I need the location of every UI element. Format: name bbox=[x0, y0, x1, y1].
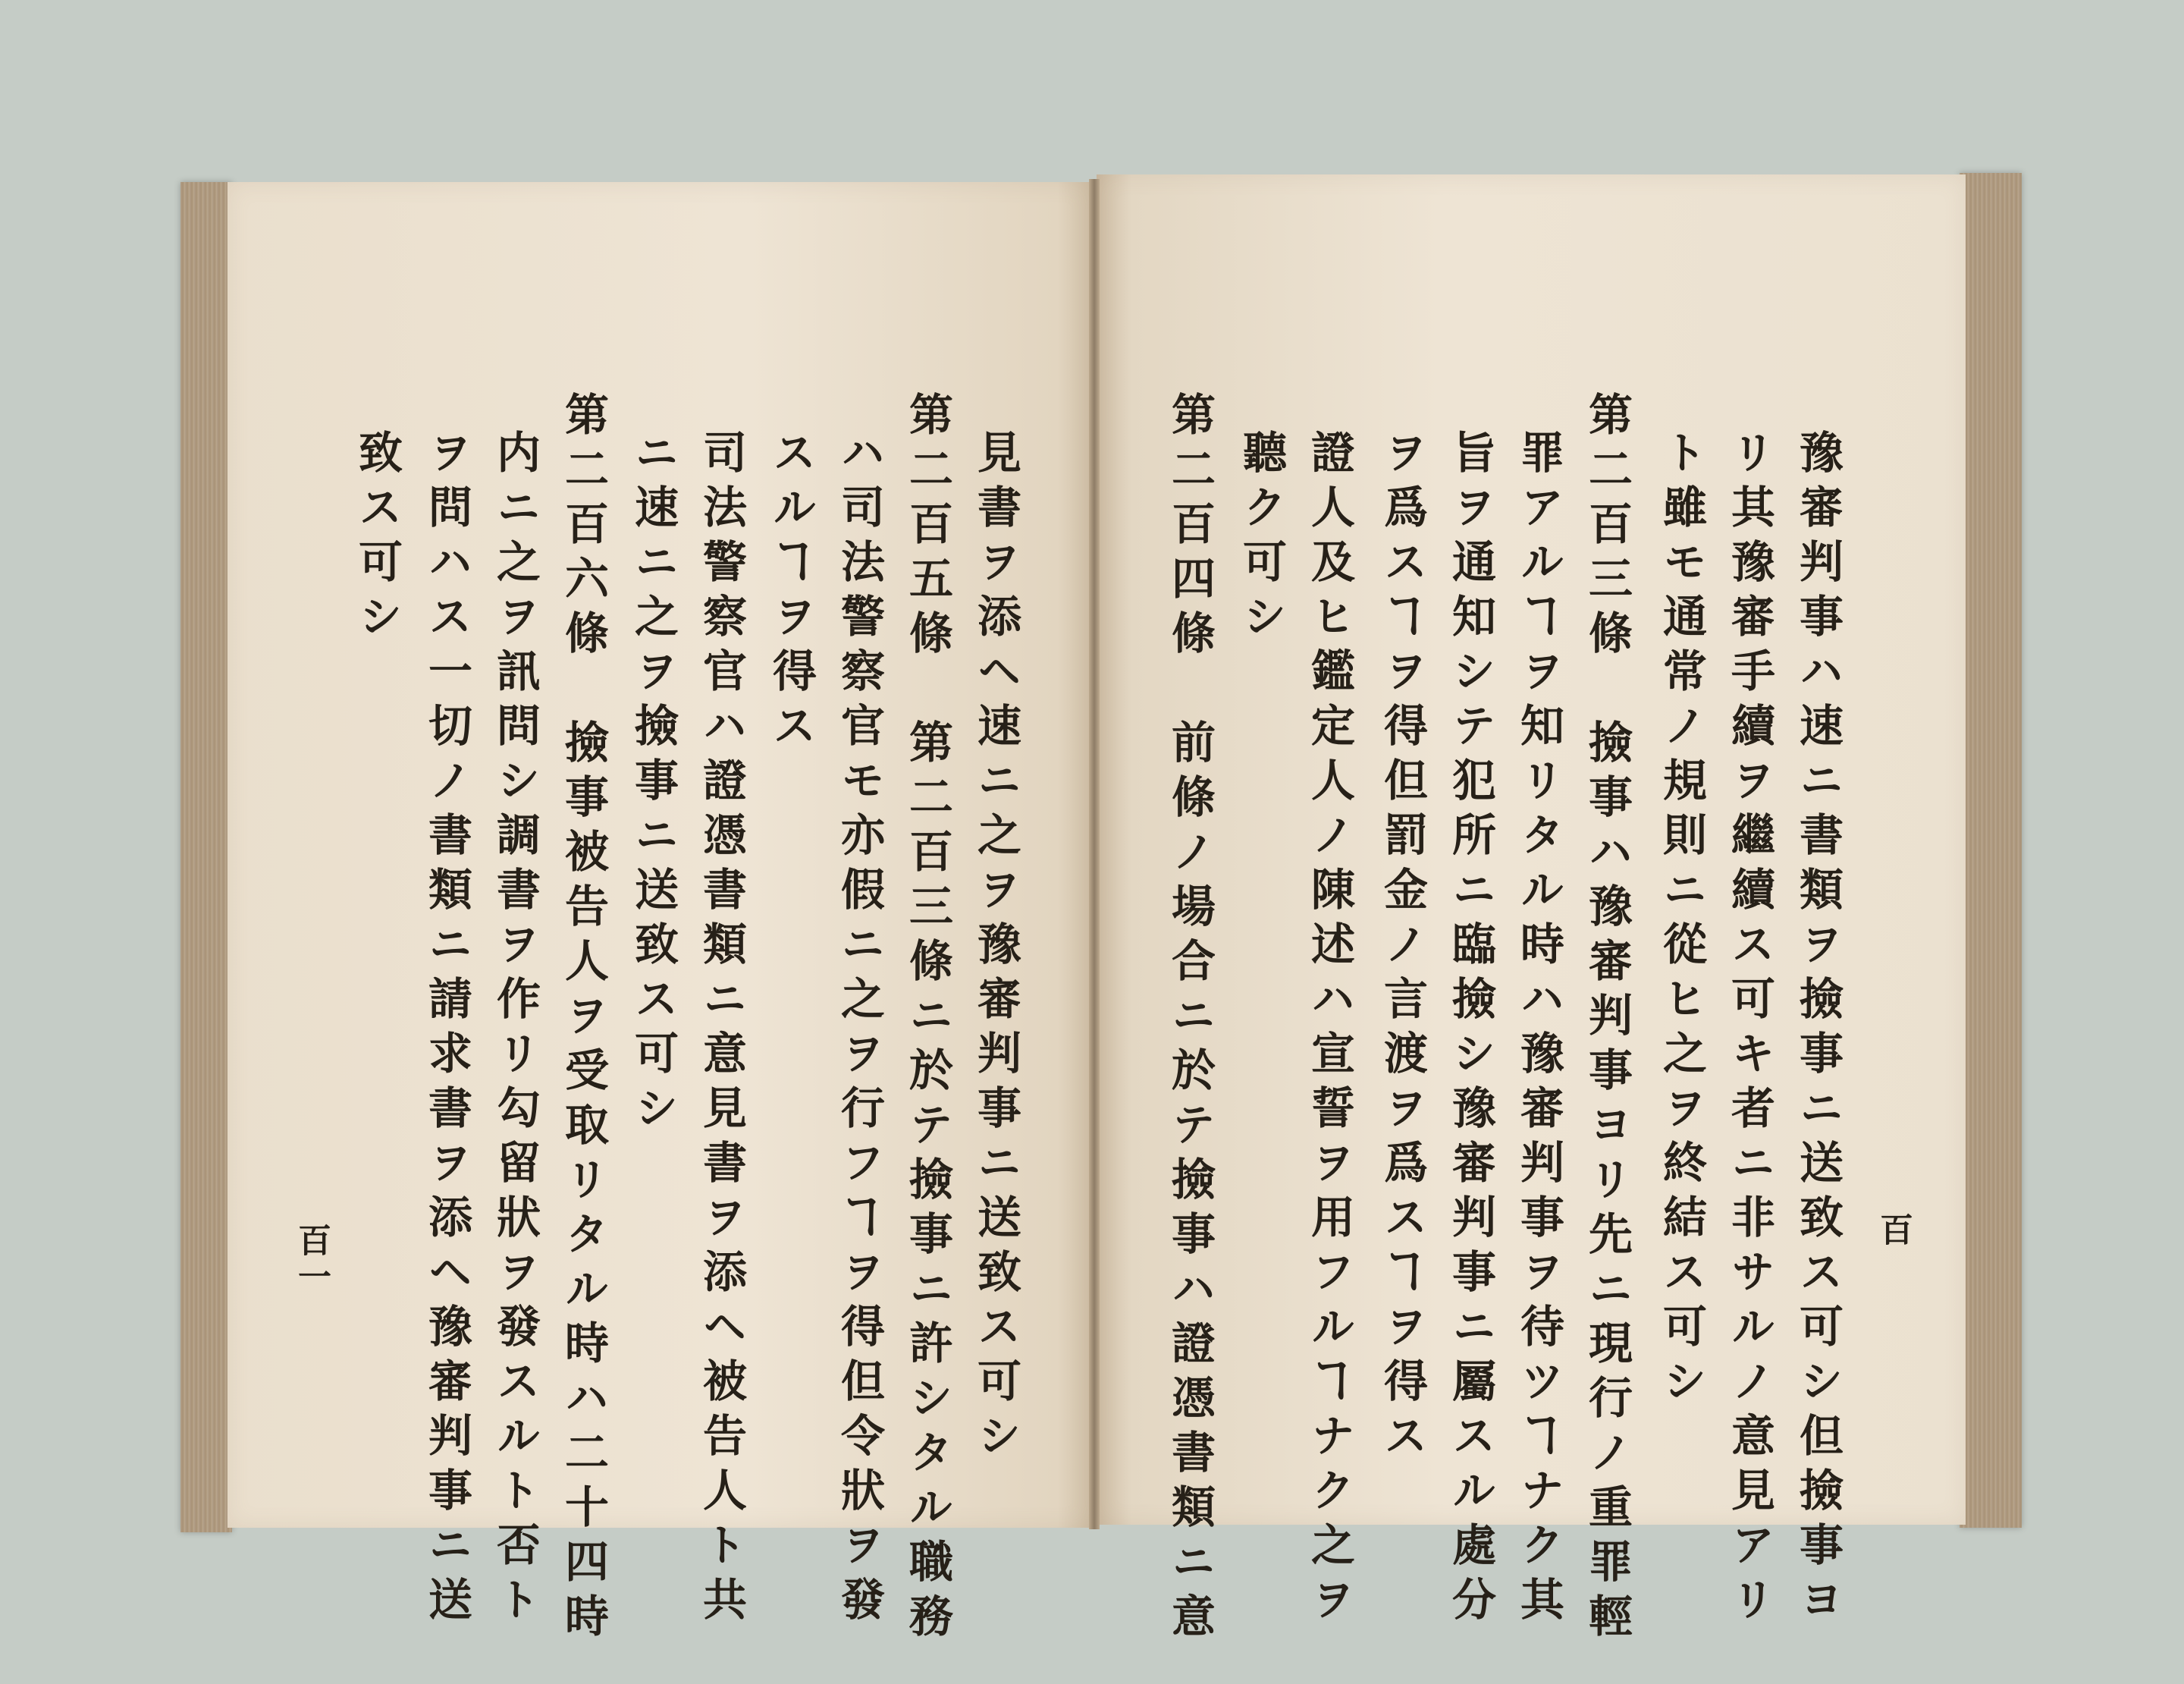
right-col-10: 第二百四條 前條ノ場合ニ於テ撿事ハ證憑書類ニ意 bbox=[1164, 391, 1216, 1648]
left-col-9: ヲ問ハス一切ノ書類ニ請求書ヲ添ヘ豫審判事ニ送 bbox=[421, 429, 472, 1631]
left-col-3: ハ司法警察官モ亦假ニ之ヲ行フヿヲ得但令狀ヲ發 bbox=[833, 429, 885, 1631]
right-col-7: ヲ爲スヿヲ得但罰金ノ言渡ヲ爲スヿヲ得ス bbox=[1376, 429, 1428, 1467]
right-col-1: 豫審判事ハ速ニ書類ヲ撿事ニ送致ス可シ但撿事ヨ bbox=[1792, 429, 1844, 1631]
book-edge-left bbox=[180, 182, 232, 1532]
right-col-6: 旨ヲ通知シテ犯所ニ臨撿シ豫審判事ニ屬スル處分 bbox=[1445, 429, 1496, 1631]
left-col-8: 内ニ之ヲ訊問シ調書ヲ作リ勾留狀ヲ發スルト否ト bbox=[489, 429, 541, 1631]
left-col-4: スルヿヲ得ス bbox=[765, 429, 817, 757]
left-col-1: 見書ヲ添ヘ速ニ之ヲ豫審判事ニ送致ス可シ bbox=[970, 429, 1021, 1467]
right-col-9: 聽ク可シ bbox=[1235, 429, 1287, 648]
right-page-number: 百 bbox=[1874, 1212, 1913, 1249]
right-col-4: 第二百三條 撿事ハ豫審判事ヨリ先ニ現行ノ重罪輕 bbox=[1581, 391, 1633, 1648]
left-col-6: ニ速ニ之ヲ撿事ニ送致ス可シ bbox=[627, 429, 679, 1139]
book-edge-right bbox=[1960, 173, 2022, 1528]
right-col-3: ト雖モ通常ノ規則ニ從ヒ之ヲ終結ス可シ bbox=[1655, 429, 1707, 1412]
left-col-5: 司法警察官ハ證憑書類ニ意見書ヲ添ヘ被告人ト共 bbox=[695, 429, 747, 1631]
left-col-2: 第二百五條 第二百三條ニ於テ撿事ニ許シタル職務 bbox=[902, 391, 953, 1648]
right-col-2: リ其豫審手續ヲ繼續ス可キ者ニ非サルノ意見アリ bbox=[1724, 429, 1775, 1631]
left-col-10: 致ス可シ bbox=[351, 429, 403, 648]
right-col-8: 證人及ヒ鑑定人ノ陳述ハ宣誓ヲ用フルヿナク之ヲ bbox=[1304, 429, 1355, 1631]
left-page-number: 百一 bbox=[292, 1223, 331, 1296]
book-gutter bbox=[1089, 179, 1100, 1529]
right-col-5: 罪アルヿヲ知リタル時ハ豫審判事ヲ待ツヿナク其 bbox=[1513, 429, 1564, 1631]
left-col-7: 第二百六條 撿事被告人ヲ受取リタル時ハ二十四時 bbox=[557, 391, 609, 1648]
